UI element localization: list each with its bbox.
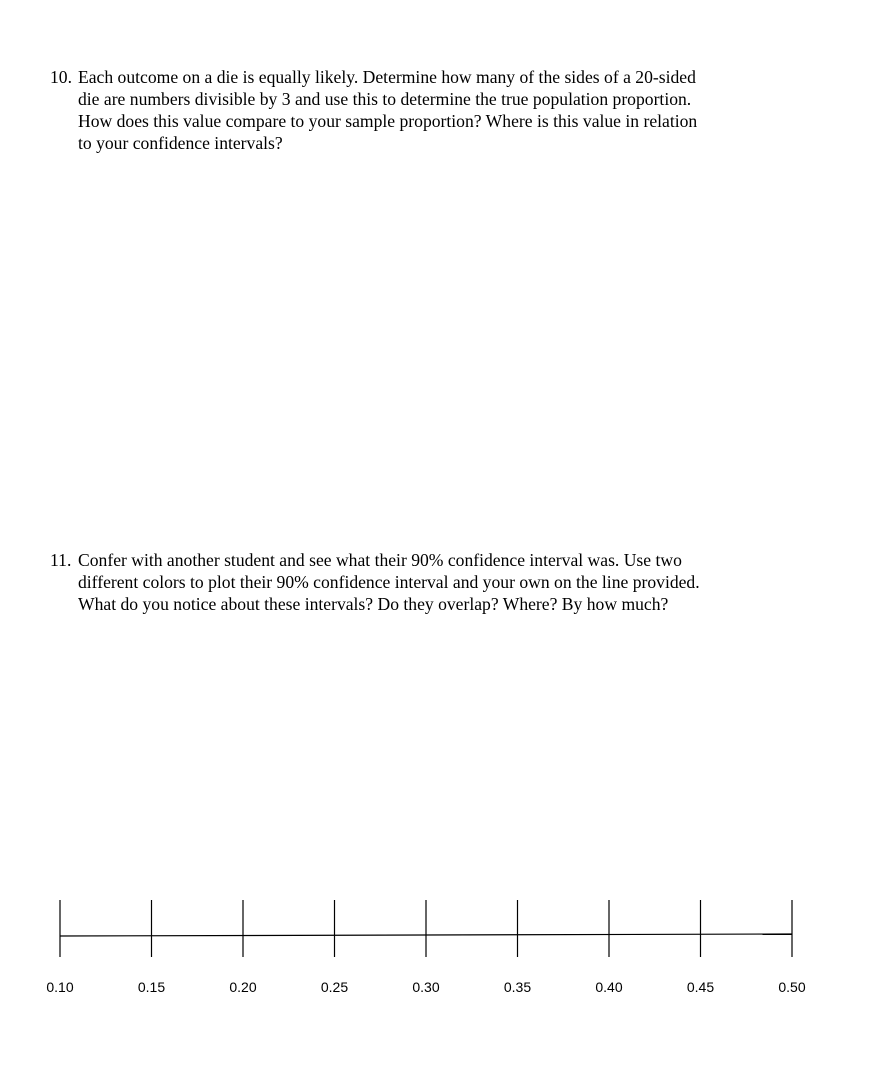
question-line: Each outcome on a die is equally likely. Determine how many of the sides of a 20-sided	[78, 67, 696, 87]
question-11	[50, 549, 840, 615]
number-line-tick-label: 0.20	[229, 979, 257, 995]
question-line: different colors to plot their 90% confidence interval and your own on the line provided.	[78, 572, 700, 592]
number-line-tick-label: 0.40	[595, 979, 623, 995]
question-text	[50, 66, 840, 154]
number-line-tick-label: 0.45	[686, 979, 715, 995]
number-line-tick-label: 0.25	[320, 979, 349, 995]
number-line-tick-label: 0.10	[46, 979, 74, 995]
question-10	[50, 66, 840, 154]
number-line-tick-label: 0.50	[778, 979, 806, 995]
question-line: How does this value compare to your sample proportion? Where is this value in relation	[78, 111, 698, 131]
number-line-labels	[46, 979, 805, 995]
number-line	[0, 880, 881, 1010]
question-line: to your confidence intervals?	[78, 133, 283, 153]
question-line: What do you notice about these intervals? Do they overlap? Where? By how much?	[78, 594, 669, 614]
number-line-tick-label: 0.35	[503, 979, 532, 995]
question-number: 11.	[50, 550, 72, 570]
question-line: Confer with another student and see what their 90% confidence interval was. Use two	[78, 550, 682, 570]
question-line: die are numbers divisible by 3 and use this to determine the true population proportion.	[78, 89, 692, 109]
number-line-ticks	[60, 900, 792, 957]
question-text	[50, 549, 840, 615]
question-number: 10.	[50, 67, 72, 87]
number-line-tick-label: 0.15	[137, 979, 166, 995]
number-line-tick-label: 0.30	[412, 979, 440, 995]
